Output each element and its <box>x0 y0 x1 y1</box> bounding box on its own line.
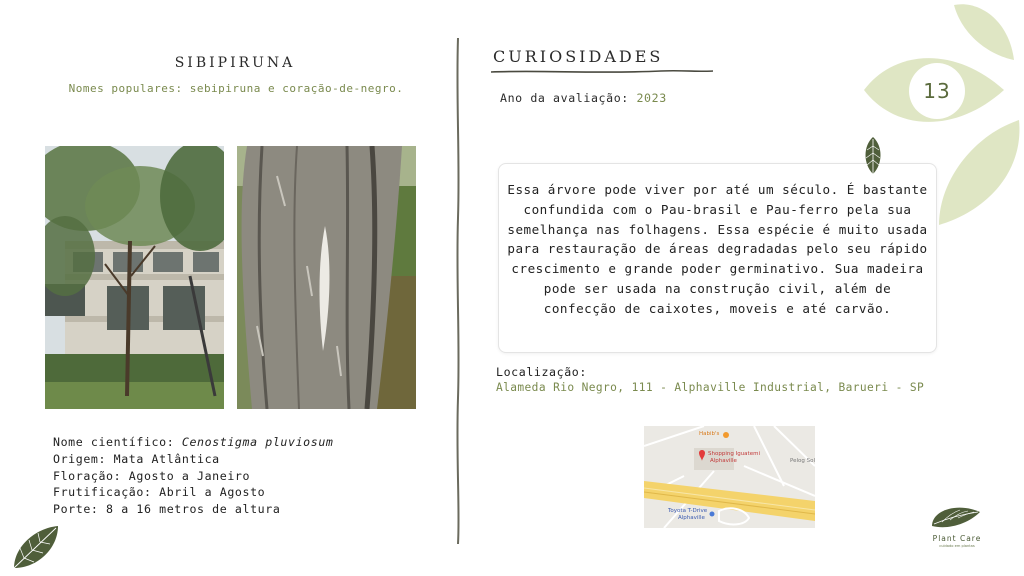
logo-tagline: cuidado em plantas <box>939 544 975 548</box>
building-tree-illustration <box>45 146 224 409</box>
map-poi-toyota: Toyota T-Drive <box>668 508 708 514</box>
location-address: Alameda Rio Negro, 111 - Alphaville Industrial, Barueri - SP <box>496 381 925 394</box>
small-leaf-icon <box>861 136 885 176</box>
year-value: 2023 <box>636 91 667 105</box>
logo-leaf-icon <box>918 500 996 534</box>
page-number: 13 <box>909 63 965 119</box>
map-road-label: Pelog Sol <box>790 458 815 464</box>
scientific-name-value: Cenostigma pluviosum <box>181 435 334 449</box>
species-title: SIBIPIRUNA <box>174 55 296 71</box>
plant-care-logo <box>918 500 996 552</box>
building-tree-photo <box>45 146 224 409</box>
scientific-name-label: Nome científico: <box>53 435 182 449</box>
description-text: Essa árvore pode viver por até um século. É bastante confundida com o Pau-brasil e Pau-ferro pela sua semelhança nas folhagens. Essa espécie é muito usada para restauração de áreas degradadas pelo seu rápido crescimento e grande poder germinativo. Sua madeira pode ser usada na construção civil, além de confecção de caixotes, moveis e até carvão. <box>507 182 928 316</box>
vertical-divider <box>455 38 461 544</box>
scientific-name-row <box>53 434 333 451</box>
map-poi-toyota-sub: Alphaville <box>678 515 705 521</box>
curiosities-title: CURIOSIDADES <box>493 47 664 66</box>
species-facts <box>53 434 333 518</box>
description-card <box>498 163 937 353</box>
logo-name: Plant Care <box>932 534 982 543</box>
trunk-illustration <box>237 146 416 409</box>
trunk-photo <box>237 146 416 409</box>
map-poi-shopping: Shopping Iguatemi <box>708 451 760 457</box>
size-row: Porte: 8 a 16 metros de altura <box>53 502 281 517</box>
location-label: Localização: <box>496 365 587 379</box>
corner-leaf-icon <box>10 522 62 572</box>
map-poi-habibs: Habib's <box>699 431 720 437</box>
flowering-row: Floração: Agosto a Janeiro <box>53 468 251 483</box>
evaluation-year <box>500 91 667 105</box>
origin-row: Origem: Mata Atlântica <box>53 451 220 466</box>
fruiting-row: Frutificação: Abril a Agosto <box>53 485 266 500</box>
location-map[interactable] <box>644 426 815 528</box>
year-label: Ano da avaliação: <box>500 91 637 105</box>
map-poi-shopping-sub: Alphaville <box>710 458 737 464</box>
title-underline <box>491 69 713 75</box>
popular-names: Nomes populares: sebipiruna e coração-de-negro. <box>68 82 404 95</box>
